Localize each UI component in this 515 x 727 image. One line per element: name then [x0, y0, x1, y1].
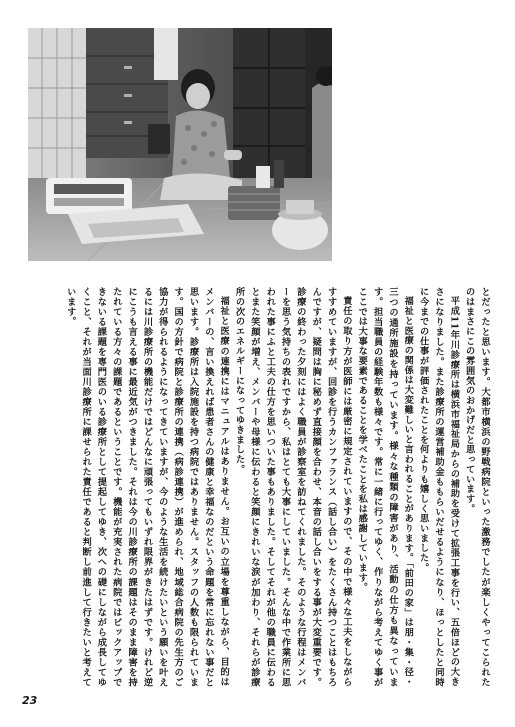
page-number: 23 [22, 694, 38, 707]
paragraph: 責任の取り方が医師には厳密に規定されていますので、その中で様々な工夫をしながらすすめていますが、回診を行うカンファランス（話し合い）をたくさん持つことはもちろんですが、疑問は胸に秘めず直接顔を合わせ、本音の話し合いをする事が大変重要です。診療の終わった夕刻にはよく職員が診察室を訪ねてくれました。そのような行程はメンバーを思う気持ちの表れですから、私はとても大事にしていました。そんな中で作業所に思われた事にふと工夫の仕方を思いついた事もありました。そしてそれが他の職員に伝わるとまた笑顔が増え、メンバーや母様に伝わると笑顔にきれいな涙が加わり、それらが診療所の次のエネルギーになってゆきました。 [233, 287, 352, 687]
paragraph: とだったと思います。大都市横浜の野戦病院といった激務でしたが楽しくやってこられたのはまさにこの雰囲気のおかげだと思っています。 [463, 287, 490, 687]
article-body [30, 287, 492, 687]
photo [28, 28, 332, 261]
paragraph: 福祉と医療の連携にはマニュアルはありません。お互いの立場を尊重しながら、目的はメンバーの、言い換えれば患者さんの健康と幸福なのだという命題を常に忘れない事だと思います。診療所は入院施設を持つ病院ではありません。スタッフの人数も限られています。国の方針で病院と診療所の連携（病診連携）が進められ、地域総合病院の先生方のご協力が得られるようになってきていますが、今のような生活を続けたいという願いを叶えるには川診療所の機能だけではどんなに頑張ってもいずれ限界がきたはずです。けれど逆にこうも言える事に最近気がつきました。それは今の川診療所の課題はそのまま障害を持たれている方々の課題であるということです。機能が充実された病院ではビックアップできないる課題を専門医のいる診療所として提起してゆき、次への礎にしながら成長してゆくこと、それが当面川診療所に課せられた責任であると判断し前進して行きたいと考えています。 [64, 287, 230, 687]
paragraph: 福祉と医療の関係は大変難しいと言われることがあります。「前田の家」は朋・集・径・三つの通所施設を持っています。様々な種類の障害があり、活動の仕方も異なっています。担当職員の経験年数も様々です。常に一緒に行ってゆく、作りながら考えてゆく事がここでは大事な要素であることを学べたことを私は感謝しています。 [356, 287, 414, 687]
monochrome-photo [28, 28, 332, 261]
paragraph: 平成11年川診療所は横浜市福祉局からの補助を受けて拡張工事を行い、五倍ほどの大きさになりました。また診療所の運営補助金ももらいだせるようになり、ほっとしたと同時に今までの仕事が評価されたことを何よりも嬉しく思いました。 [417, 287, 460, 687]
